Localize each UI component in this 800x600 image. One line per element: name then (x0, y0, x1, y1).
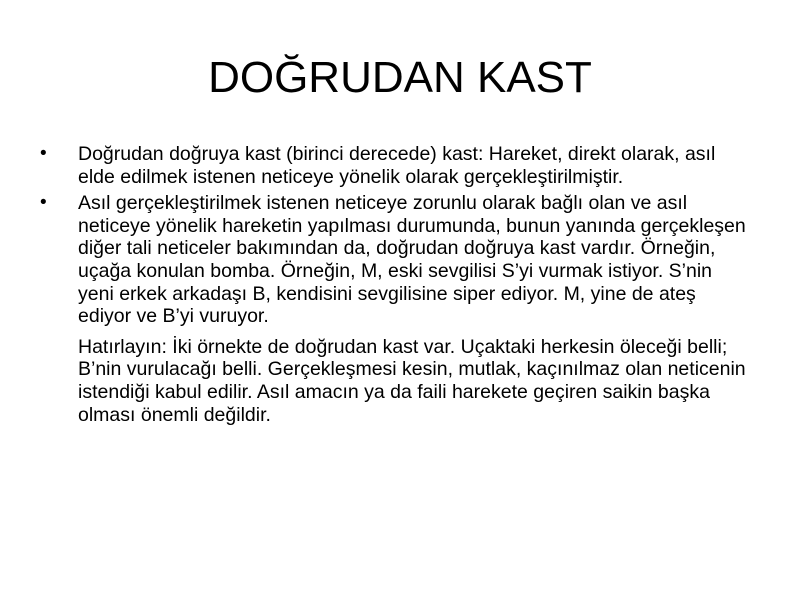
bullet-text: Asıl gerçekleştirilmek istenen neticeye zorunlu olarak bağlı olan ve asıl neticeye yönelik hareketin yapılması durumunda, bunun yanında gerçekleşen diğer tali neticeler bakımından da, doğrudan doğruya kast vardır. Örneğin, uçağa konulan bomba. Örneğin, M, eski sevgilisi S’yi vurmak istiyor. S’nin yeni erkek arkadaşı B, kendisini sevgilisine siper ediyor. M, yine de ateş ediyor ve B’yi vuruyor. (78, 192, 746, 328)
bullet-list (40, 143, 752, 426)
continuation-paragraph (40, 336, 752, 426)
bullet-marker: • (40, 192, 47, 214)
bullet-item-direct-intent (40, 143, 752, 188)
bullet-item-secondary-consequences (40, 192, 752, 328)
slide-title: DOĞRUDAN KAST (208, 53, 592, 102)
continuation-text: Hatırlayın: İki örnekte de doğrudan kast var. Uçaktaki herkesin öleceği belli; B’nin vurulacağı belli. Gerçekleşmesi kesin, mutlak, kaçınılmaz olan neticenin istendiği kabul edilir. Asıl amacın ya da faili harekete geçiren saikin başka olması önemli değildir. (78, 335, 746, 426)
bullet-text: Doğrudan doğruya kast (birinci derecede) kast: Hareket, direkt olarak, asıl elde edilmek istenen neticeye yönelik olarak gerçekleştirilmiştir. (78, 143, 716, 188)
bullet-marker: • (40, 143, 47, 164)
